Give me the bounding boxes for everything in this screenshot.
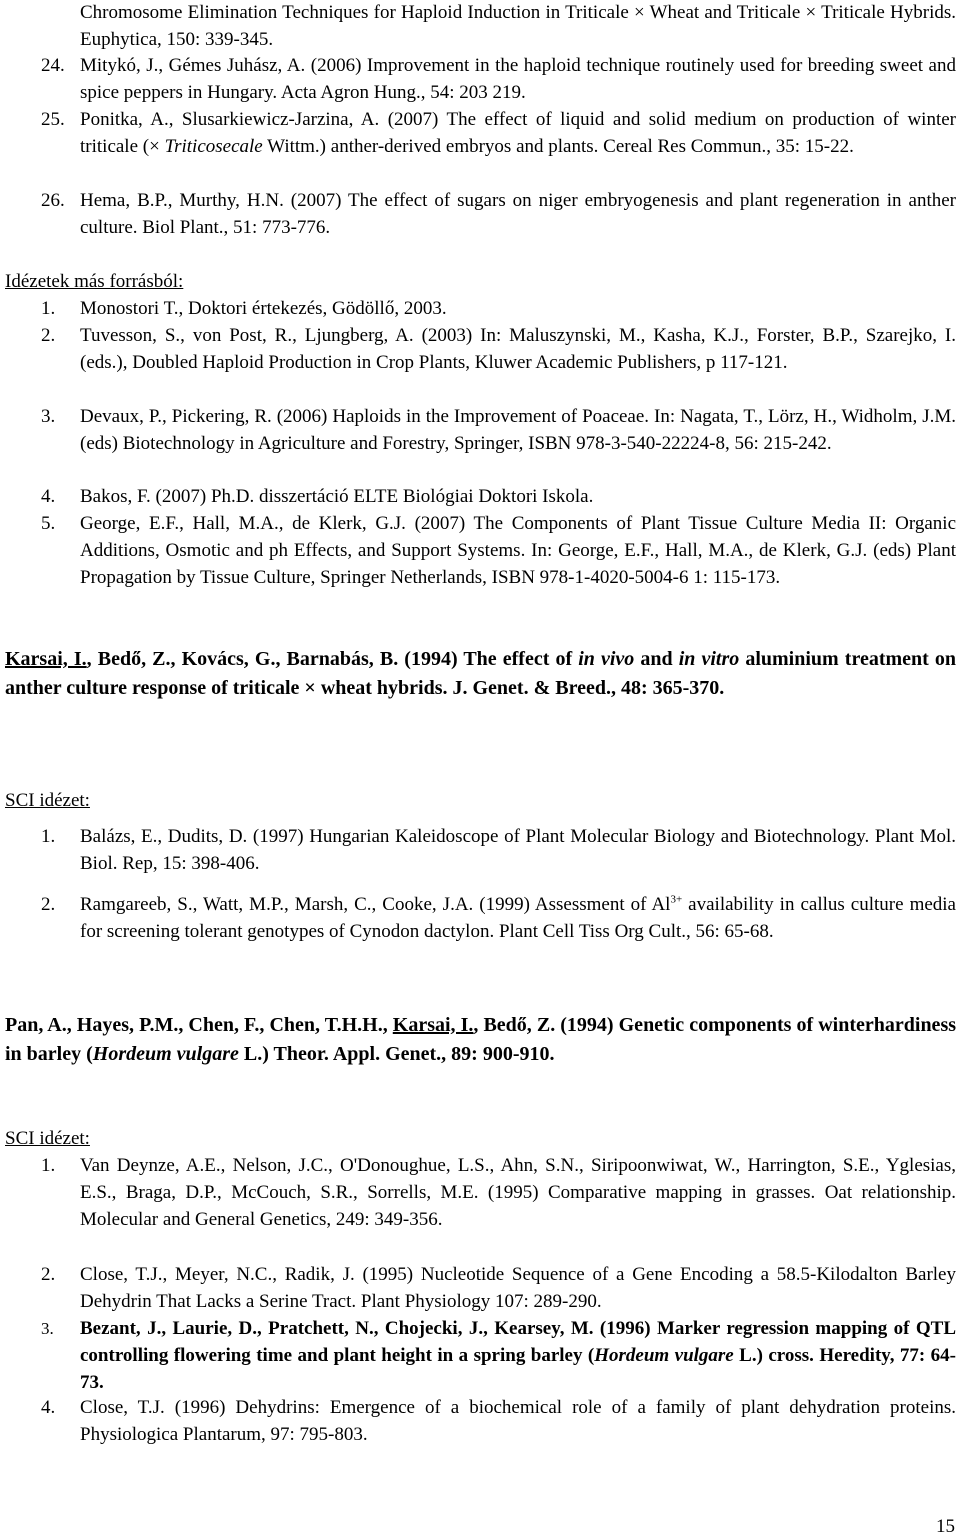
other-citation-3: 3. Devaux, P., Pickering, R. (2006) Haploids in the Improvement of Poaceae. In: Nagata, T., Lörz, H., Widholm, J.M. (eds) Biotechnology in Agriculture and Forestry, Springer, ISBN 978-3-540-22224-8, 56: 215-242. [41, 406, 956, 454]
other-citation-4: 4. Bakos, F. (2007) Ph.D. disszertáció ELTE Biológiai Doktori Iskola. [41, 486, 594, 507]
reference-24: 24. Mitykó, J., Gémes Juhász, A. (2006) Improvement in the haploid technique routinely used for breeding sweet and spice peppers in Hungary. Acta Agron Hung., 54: 203 219. [41, 55, 956, 103]
sci-citation-2-2: 2. Close, T.J., Meyer, N.C., Radik, J. (1995) Nucleotide Sequence of a Gene Encoding a 58.5-Kilodalton Barley Dehydrin That Lacks a Serine Tract. Plant Physiology 107: 289-290. [41, 1264, 956, 1312]
publication-heading-2: Pan, A., Hayes, P.M., Chen, F., Chen, T.H.H., Karsai, I., Bedő, Z. (1994) Genetic components of winterhardiness in barley (Hordeum vulgare L.) Theor. Appl. Genet., 89: 900-910. [5, 1014, 957, 1065]
reference-26: 26. Hema, B.P., Murthy, H.N. (2007) The effect of sugars on niger embryogenesis and plant regeneration in anther culture. Biol Plant., 51: 773-776. [41, 190, 956, 238]
sci-citation-1-1: 1. Balázs, E., Dudits, D. (1997) Hungarian Kaleidoscope of Plant Molecular Biology and Biotechnology. Plant Mol. Biol. Rep, 15: 398-406. [41, 826, 956, 874]
sci-citation-1-2: 2. Ramgareeb, S., Watt, M.P., Marsh, C., Cooke, J.A. (1999) Assessment of $Al^{3+}$ availability in callus culture media for screening tolerant genotypes of Cynodon dactylon. Plant Cell Tiss Org Cult., 56: 65-68. [41, 893, 956, 942]
other-citation-2: 2. Tuvesson, S., von Post, R., Ljungberg, A. (2003) In: Maluszynski, M., Kasha, K.J., Forster, B.P., Szarejko, I. (eds.), Doubled Haploid Production in Crop Plants, Kluwer Academic Publishers, p 117-121. [41, 325, 956, 373]
other-citation-5: 5. George, E.F., Hall, M.A., de Klerk, G.J. (2007) The Components of Plant Tissue Culture Media II: Organic Additions, Osmotic and ph Effects, and Support Systems. In: George, E.F., Hall, M.A., de Klerk, G.J. (eds) Plant Propagation by Tissue Culture, Springer Netherlands, ISBN 978-1-4020-5004-6 1: 115-173. [41, 513, 956, 588]
sci-citation-2-4: 4. Close, T.J. (1996) Dehydrins: Emergence of a biochemical role of a family of plant dehydration proteins. Physiologica Plantarum, 97: 795-803. [41, 1397, 956, 1445]
other-citation-1: 1. Monostori T., Doktori értekezés, Gödöllő, 2003. [41, 298, 447, 319]
publication-heading-1: Karsai, I., Bedő, Z., Kovács, G., Barnabás, B. (1994) The effect of in vivo and in vitro aluminium treatment on anther culture response of triticale × wheat hybrids. J. Genet. & Breed., 48: 365-370. [5, 648, 957, 699]
reference-25: 25. Ponitka, A., Slusarkiewicz-Jarzina, A. (2007) The effect of liquid and solid medium on production of winter triticale (× Triticosecale Wittm.) anther-derived embryos and plants. Cereal Res Commun., 35: 15-22. [41, 109, 956, 157]
sci-citations-label-2: SCI idézet: [5, 1128, 90, 1149]
reference-continuation: Chromosome Elimination Techniques for Haploid Induction in Triticale × Wheat and Triticale × Triticale Hybrids. Euphytica, 150: 339-345. [80, 2, 956, 50]
sci-citation-2-1: 1. Van Deynze, A.E., Nelson, J.C., O'Donoughue, L.S., Ahn, S.N., Siripoonwiwat, W., Harrington, S.E., Yglesias, E.S., Braga, D.P., McCouch, S.R., Sorrells, M.E. (1995) Comparative mapping in grasses. Oat relationship. Molecular and General Genetics, 249: 349-356. [41, 1155, 956, 1230]
cross-symbol: × [304, 677, 316, 699]
page-number: 15 [936, 1516, 955, 1537]
section-label-other-citations: Idézetek más forrásból: [5, 271, 184, 292]
sci-citation-2-3: 3. Bezant, J., Laurie, D., Pratchett, N., Chojecki, J., Kearsey, M. (1996) Marker regression mapping of QTL controlling flowering time and plant height in a spring barley (Hordeum vulgare L.) cross. Heredity, 77: 64-73. [41, 1318, 956, 1393]
sci-citations-label-1: SCI idézet: [5, 790, 90, 811]
